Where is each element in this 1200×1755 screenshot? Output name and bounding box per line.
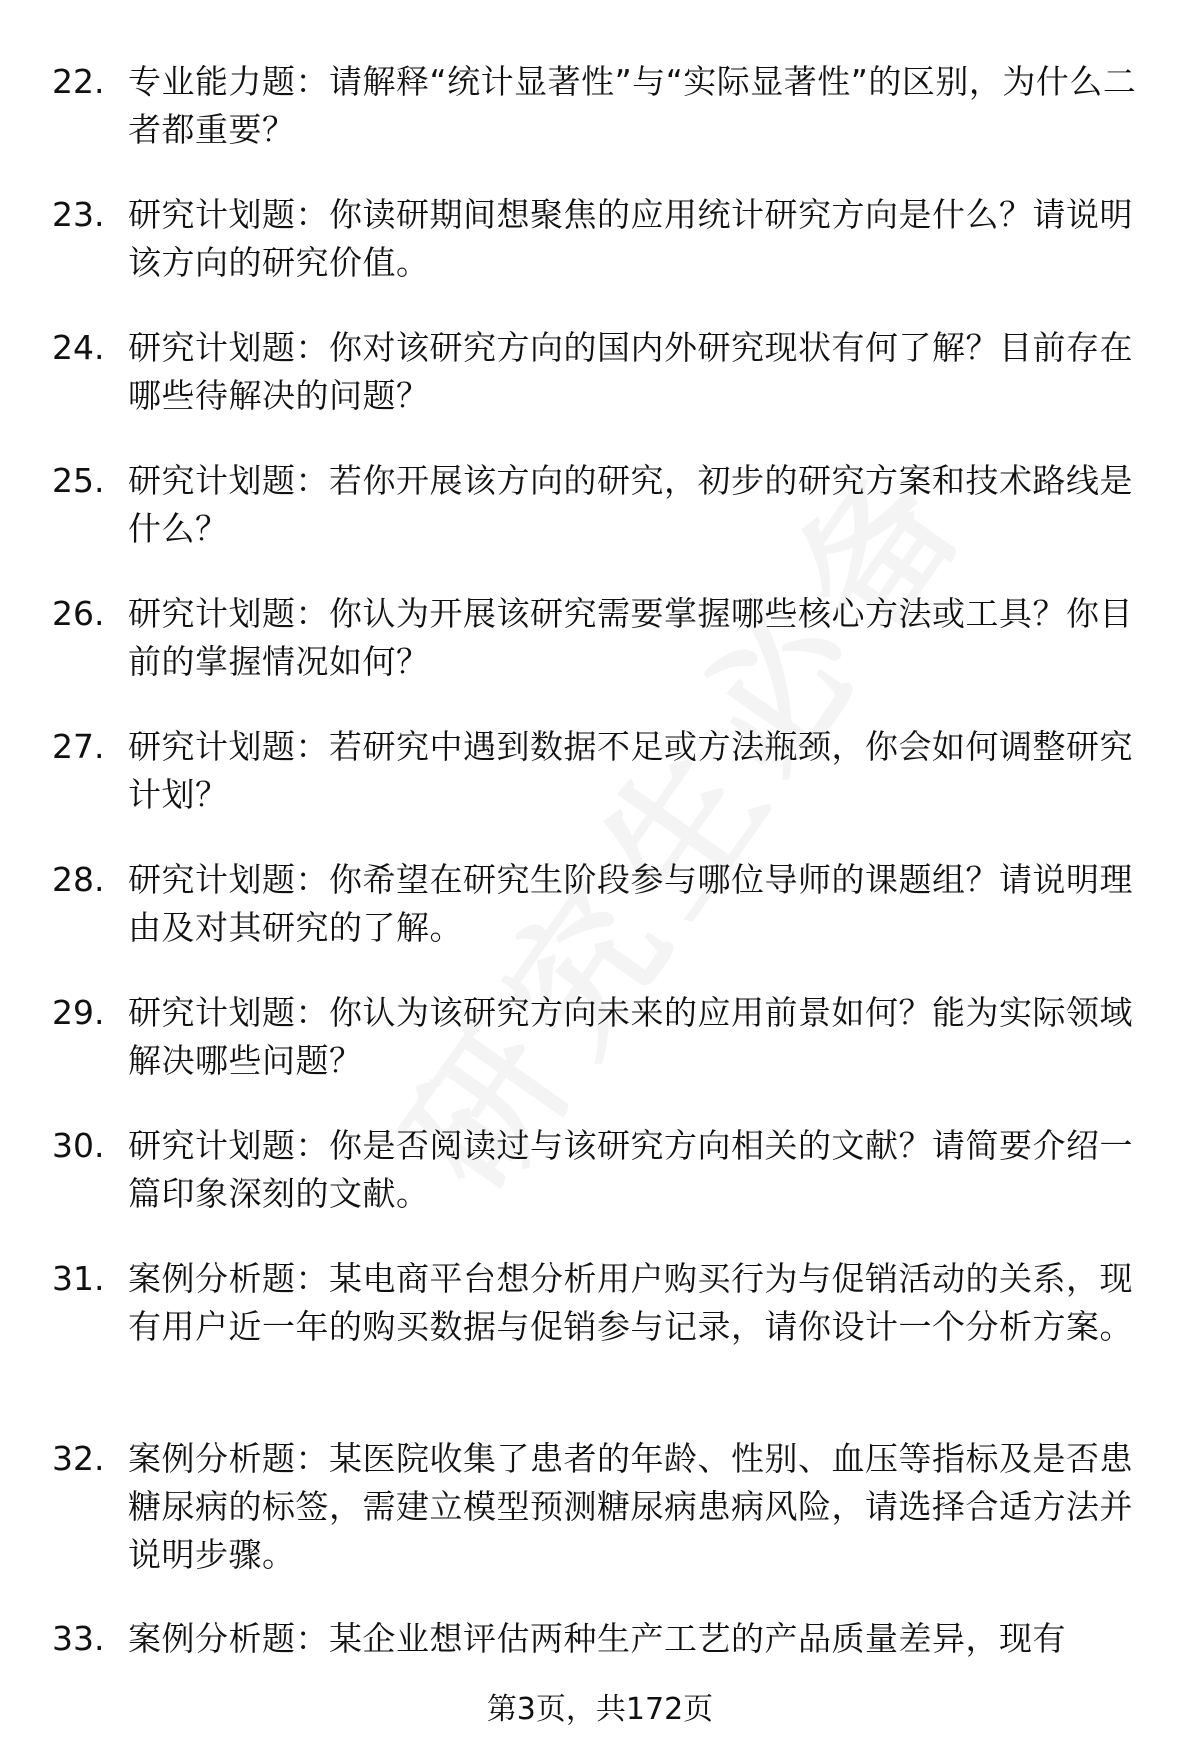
question-number: 22. <box>52 62 105 101</box>
question-text: 研究计划题：你希望在研究生阶段参与哪位导师的课题组？请说明理由及对其研究的了解。 <box>128 860 1133 947</box>
question-text: 研究计划题：你是否阅读过与该研究方向相关的文献？请简要介绍一篇印象深刻的文献。 <box>128 1126 1133 1213</box>
question-list <box>0 58 1200 1748</box>
question-text: 研究计划题：你认为该研究方向未来的应用前景如何？能为实际领域解决哪些问题？ <box>128 993 1133 1080</box>
question-item <box>0 989 1200 1122</box>
question-text: 研究计划题：若你开展该方向的研究，初步的研究方案和技术路线是什么？ <box>128 461 1133 548</box>
question-item <box>0 856 1200 989</box>
question-item <box>0 1122 1200 1255</box>
question-item <box>0 1255 1200 1435</box>
question-item <box>0 723 1200 856</box>
question-text: 专业能力题：请解释“统计显著性”与“实际显著性”的区别，为什么二者都重要？ <box>128 62 1137 149</box>
question-number: 23. <box>52 195 105 234</box>
question-number: 24. <box>52 328 105 367</box>
question-number: 32. <box>52 1439 105 1478</box>
question-item <box>0 58 1200 191</box>
question-number: 29. <box>52 993 105 1032</box>
question-text: 案例分析题：某医院收集了患者的年龄、性别、血压等指标及是否患糖尿病的标签，需建立模型预测糖尿病患病风险，请选择合适方法并说明步骤。 <box>128 1439 1133 1574</box>
question-number: 30. <box>52 1126 105 1165</box>
question-item <box>0 590 1200 723</box>
question-number: 26. <box>52 594 105 633</box>
question-item <box>0 1435 1200 1615</box>
page-footer: 第3页，共172页 <box>486 1692 714 1727</box>
question-number: 31. <box>52 1259 105 1298</box>
question-item <box>0 324 1200 457</box>
question-number: 33. <box>52 1619 105 1658</box>
question-number: 27. <box>52 727 105 766</box>
question-number: 25. <box>52 461 105 500</box>
question-text: 研究计划题：你读研期间想聚焦的应用统计研究方向是什么？请说明该方向的研究价值。 <box>128 195 1133 282</box>
question-number: 28. <box>52 860 105 899</box>
question-text: 案例分析题：某电商平台想分析用户购买行为与促销活动的关系，现有用户近一年的购买数据与促销参与记录，请你设计一个分析方案。 <box>128 1259 1133 1346</box>
question-text: 案例分析题：某企业想评估两种生产工艺的产品质量差异，现有 <box>128 1619 1066 1658</box>
question-text: 研究计划题：你认为开展该研究需要掌握哪些核心方法或工具？你目前的掌握情况如何？ <box>128 594 1133 681</box>
question-item <box>0 191 1200 324</box>
question-text: 研究计划题：你对该研究方向的国内外研究现状有何了解？目前存在哪些待解决的问题？ <box>128 328 1133 415</box>
question-text: 研究计划题：若研究中遇到数据不足或方法瓶颈，你会如何调整研究计划？ <box>128 727 1133 814</box>
question-item <box>0 457 1200 590</box>
